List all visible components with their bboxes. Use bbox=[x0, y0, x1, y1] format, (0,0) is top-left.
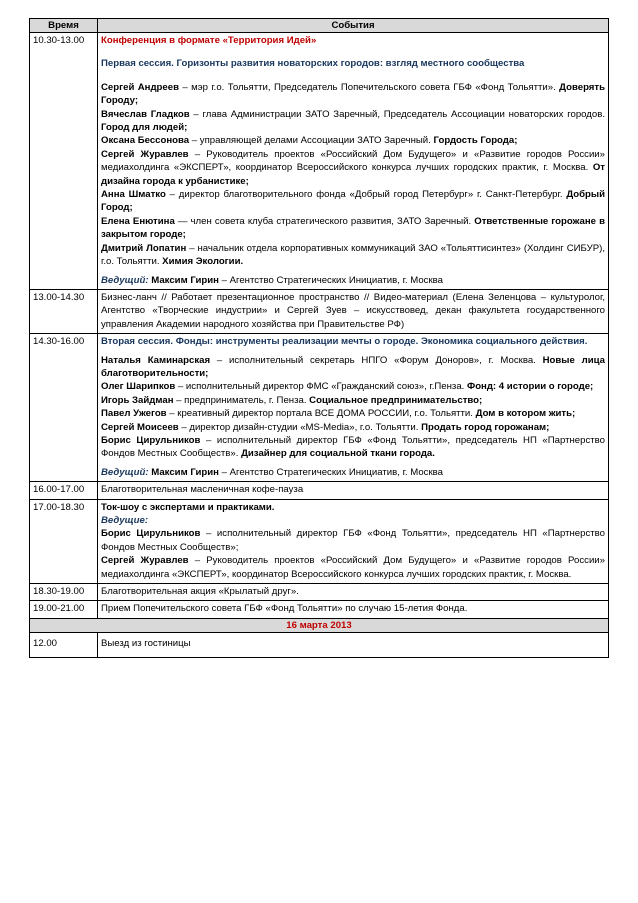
speaker-name: Сергей Андреев bbox=[101, 81, 179, 93]
host-name: Борис Цирульников bbox=[101, 528, 201, 540]
speaker-name: Елена Енютина bbox=[101, 215, 175, 227]
speaker-name: Анна Шматко bbox=[101, 189, 166, 201]
speaker bbox=[101, 215, 605, 242]
speaker-topic: Ответственные горожане в закрытом городе; bbox=[101, 215, 605, 241]
speaker-desc: – глава Администрации ЗАТО Заречный, Председатель Ассоциации новаторских городов. bbox=[189, 108, 605, 120]
speaker-desc: – предприниматель, г. Пенза. bbox=[173, 394, 310, 406]
row-events: Бизнес-ланч // Работает презентационное пространство // Видео-материал (Елена Зеленцова – культуролог, Агентство «Творческие индустрии» и Сергей Зуев – искусствовед, декан факультета государственного управления Академии народного хозяйства при Правительстве РФ) bbox=[98, 289, 609, 333]
header-row bbox=[30, 19, 609, 33]
speaker-topic: Гордость Города; bbox=[433, 135, 518, 147]
speaker-name: Борис Цирульников bbox=[101, 434, 201, 446]
row-events: Благотворительная масленичная кофе-пауза bbox=[98, 482, 609, 499]
table-row bbox=[30, 499, 609, 583]
speaker-desc: – директор благотворительного фонда «Добрый город Петербург» г. Санкт-Петербург. bbox=[165, 189, 567, 201]
row-events bbox=[98, 334, 609, 482]
host-desc: – Руководитель проектов «Российский Дом Будущего» и «Развитие городов России» медиахолдинга «ЭКСПЕРТ», координатор Всероссийского конкурса лучших городских практик, г. Москва. bbox=[101, 555, 605, 580]
row-events: Благотворительная акция «Крылатый друг». bbox=[98, 584, 609, 601]
row-time: 16.00-17.00 bbox=[30, 482, 98, 499]
row-time: 19.00-21.00 bbox=[30, 601, 98, 618]
speaker-desc: – мэр г.о. Тольятти, Председатель Попечительского совета ГБФ «Фонд Тольятти». bbox=[179, 81, 560, 93]
speaker-topic: Продать город горожанам; bbox=[421, 421, 550, 433]
speaker bbox=[101, 108, 605, 135]
speaker-desc: — член совета клуба стратегического развития, ЗАТО Заречный. bbox=[174, 215, 475, 227]
host bbox=[101, 527, 605, 554]
row-time: 10.30-13.00 bbox=[30, 33, 98, 290]
speaker-name: Игорь Зайдман bbox=[101, 394, 174, 406]
schedule-sheet bbox=[29, 18, 609, 658]
speaker bbox=[101, 148, 605, 188]
talkshow-title: Ток-шоу с экспертами и практиками. bbox=[101, 501, 275, 513]
session-title: Первая сессия. Горизонты развития новаторских городов: взгляд местного сообщества bbox=[101, 58, 525, 70]
table-row bbox=[30, 584, 609, 601]
table-row bbox=[30, 633, 609, 657]
speaker-desc: – Руководитель проектов «Российский Дом Будущего» и «Развитие городов России» медиахолдинга «ЭКСПЕРТ», координатор Всероссийского конкурса лучших городских практик, г. Москва. bbox=[101, 148, 605, 174]
speaker-name: Сергей Журавлев bbox=[101, 148, 189, 160]
host-name: Максим Гирин bbox=[148, 466, 219, 478]
table-row bbox=[30, 482, 609, 499]
speaker-topic: Дом в котором жить; bbox=[475, 408, 576, 420]
row-events: Прием Попечительского совета ГБФ «Фонд Тольятти» по случаю 15-летия Фонда. bbox=[98, 601, 609, 618]
table-row bbox=[30, 334, 609, 482]
row-events bbox=[98, 33, 609, 290]
speaker-topic: Новые лица благотворительности; bbox=[101, 354, 605, 379]
speaker bbox=[101, 380, 605, 393]
speaker-name: Павел Ужегов bbox=[101, 408, 167, 420]
date-heading: 16 марта 2013 bbox=[30, 618, 609, 632]
host-desc: – Агентство Стратегических Инициатив, г. Москва bbox=[218, 466, 443, 478]
host-name: Максим Гирин bbox=[148, 274, 219, 286]
table-row bbox=[30, 289, 609, 333]
host bbox=[101, 274, 605, 287]
host bbox=[101, 466, 605, 479]
date-row bbox=[30, 618, 609, 632]
speaker-name: Олег Шарипков bbox=[101, 381, 176, 393]
speaker-topic: От дизайна города к урбанистике; bbox=[101, 162, 605, 187]
conference-title: Конференция в формате «Территория Идей» bbox=[101, 35, 317, 46]
speaker-topic: Фонд: 4 истории о городе; bbox=[467, 381, 594, 393]
row-events bbox=[98, 499, 609, 583]
speaker-topic: Добрый Город; bbox=[101, 189, 606, 214]
speaker-desc: – исполнительный секретарь НПГО «Форум Доноров», г. Москва. bbox=[210, 354, 543, 366]
speaker-name: Наталья Каминарская bbox=[101, 354, 211, 366]
speaker bbox=[101, 407, 605, 420]
row-time: 13.00-14.30 bbox=[30, 289, 98, 333]
header-time: Время bbox=[30, 19, 98, 33]
speaker-desc: – директор дизайн-студии «MS-Media», г.о. Тольятти. bbox=[178, 421, 422, 433]
speaker bbox=[101, 421, 605, 434]
row-time: 12.00 bbox=[30, 633, 98, 657]
hosts-label: Ведущие: bbox=[101, 515, 149, 526]
schedule-table bbox=[29, 18, 609, 658]
speaker-desc: – исполнительный директор ФМС «Гражданский союз», г.Пенза. bbox=[175, 381, 467, 393]
row-events: Выезд из гостиницы bbox=[98, 633, 609, 657]
speaker-topic: Город для людей; bbox=[101, 122, 188, 134]
speaker-desc: – управляющей делами Ассоциации ЗАТО Заречный. bbox=[189, 135, 434, 147]
speaker-desc: – начальник отдела корпоративных коммуникаций ЗАО «Тольяттисинтез» (Холдинг СИБУР), г.о. Тольятти. bbox=[101, 242, 605, 268]
speaker-topic: Доверять Городу; bbox=[101, 81, 606, 107]
host-label: Ведущий: bbox=[101, 274, 149, 286]
table-row bbox=[30, 601, 609, 618]
speaker bbox=[101, 394, 605, 407]
header-events: События bbox=[98, 19, 609, 33]
host-name: Сергей Журавлев bbox=[101, 555, 189, 567]
host-desc: – Агентство Стратегических Инициатив, г. Москва bbox=[218, 274, 443, 286]
row-time: 18.30-19.00 bbox=[30, 584, 98, 601]
speaker-name: Оксана Бессонова bbox=[101, 135, 190, 147]
speaker-topic: Дизайнер для социальной ткани города. bbox=[241, 448, 435, 460]
row-time: 14.30-16.00 bbox=[30, 334, 98, 482]
table-row bbox=[30, 33, 609, 290]
speaker bbox=[101, 242, 605, 269]
speaker bbox=[101, 81, 605, 108]
session-title: Вторая сессия. Фонды: инструменты реализации мечты о городе. Экономика социального действия. bbox=[101, 336, 588, 348]
speaker-desc: – креативный директор портала ВСЕ ДОМА РОССИИ, г.о. Тольятти. bbox=[166, 408, 476, 420]
speaker bbox=[101, 188, 605, 215]
speaker bbox=[101, 134, 605, 147]
speaker-name: Вячеслав Гладков bbox=[101, 108, 190, 120]
row-time: 17.00-18.30 bbox=[30, 499, 98, 583]
speaker-name: Сергей Моисеев bbox=[101, 421, 179, 433]
host-label: Ведущий: bbox=[101, 466, 149, 478]
speaker-topic: Социальное предпринимательство; bbox=[309, 394, 483, 406]
speaker-topic: Химия Экологии. bbox=[162, 256, 244, 268]
speaker-desc: – исполнительный директор ГБФ «Фонд Тольятти», председатель НП «Партнерство Фондов Местных Сообществ». bbox=[101, 434, 605, 460]
speaker bbox=[101, 354, 605, 381]
speaker-name: Дмитрий Лопатин bbox=[101, 242, 187, 254]
speaker bbox=[101, 434, 605, 461]
host bbox=[101, 554, 605, 581]
host-desc: – исполнительный директор ГБФ «Фонд Тольятти», председатель НП «Партнерство Фондов Местных Сообществ»; bbox=[101, 528, 605, 553]
